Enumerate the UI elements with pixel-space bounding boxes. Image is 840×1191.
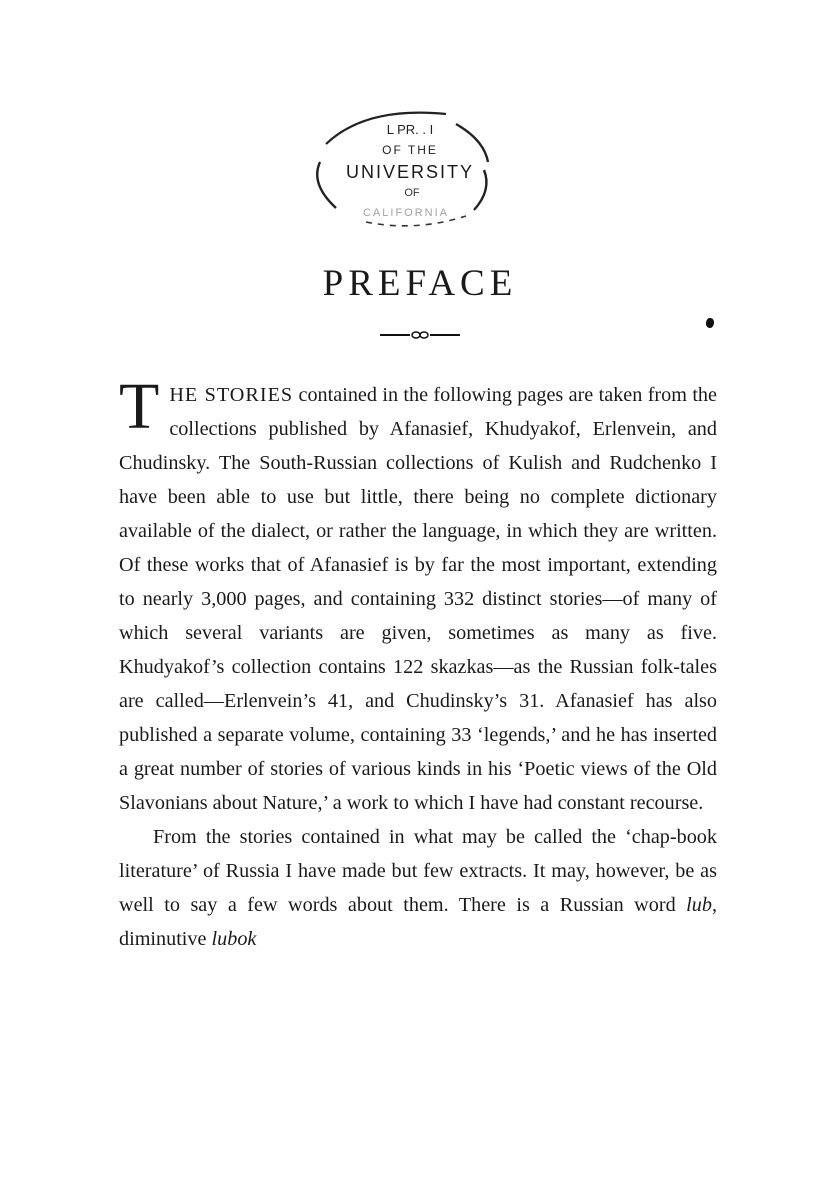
stamp-line-3: UNIVERSITY (345, 162, 475, 182)
stamp-line-2: OF THE (382, 143, 438, 157)
paragraph-2 (119, 820, 717, 956)
title-ornament (380, 328, 460, 342)
paragraph-2-mid: , diminutive (119, 894, 717, 950)
library-stamp (306, 104, 514, 232)
stamp-line-4: OF (404, 187, 420, 199)
preface-body (119, 370, 717, 956)
italic-word-lub: lub (686, 894, 712, 916)
paragraph-2-text: From the stories contained in what may be called the ‘chap-book literature’ of Russia I have made but few extracts. It may, however, be as well to say a few words about them. There is a Russian word (119, 826, 717, 916)
ink-speck (705, 317, 715, 329)
lead-words: HE STORIES (169, 384, 294, 406)
italic-word-lubok: lubok (211, 928, 257, 950)
stamp-line-1: L PR. . I (386, 122, 434, 137)
paragraph-1-text: contained in the following pages are taken from the collections published by Afanasief, Khudyakof, Erlenvein, and Chudinsky. The South-Russian collections of Kulish and Rudchenko I have been able to use but little, there being no complete dictionary available of the dialect, or rather the language, in which they are written. Of these works that of Afanasief is by far the most important, extending to nearly 3,000 pages, and containing 332 distinct stories—of many of which several variants are given, sometimes as many as five. Khudyakof’s collection contains 122 skazkas—as the Russian folk-tales are called—Erlenvein’s 41, and Chudinsky’s 31. Afanasief has also published a separate volume, containing 33 ‘legends,’ and he has inserted a great number of stories of various kinds in his ‘Poetic views of the Old Slavonians about Nature,’ a work to which I have had constant recourse. (119, 384, 717, 814)
paragraph-1 (119, 370, 717, 820)
page-title: PREFACE (322, 263, 518, 304)
stamp-line-5: CALIFORNIA (362, 207, 450, 219)
drop-cap: T (119, 370, 160, 443)
